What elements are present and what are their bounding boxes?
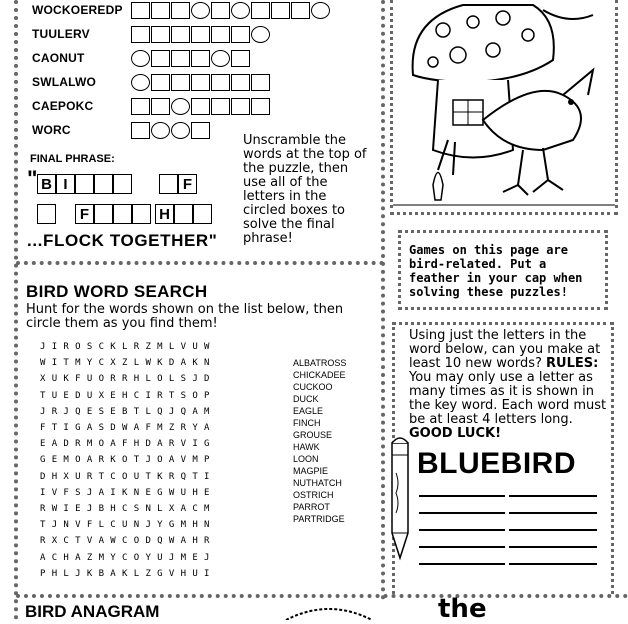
keyword: BLUEBIRD [417,447,576,480]
grid-row[interactable]: DHXURTCOUTKRQTI [40,471,216,482]
answer-line [509,529,597,531]
word-list-item: OSTRICH [293,490,334,500]
logo-text: the [438,594,487,624]
illustration-panel [390,0,618,215]
word-list-item: ALBATROSS [293,358,347,368]
word-list-item: FINCH [293,418,321,428]
grid-row[interactable]: RXCTVAWCODQWAHR [40,536,216,547]
scrambled-word: CAONUT [32,51,85,65]
answer-line [509,495,597,497]
grid-row[interactable]: FTIGASDWAFMZRYA [40,423,216,433]
grid-row[interactable]: JRJQESEBTLQJQAM [40,406,216,417]
answer-line [419,563,505,565]
answer-line [509,563,597,565]
grid-row[interactable]: TJNVFLCUNJYGMHN [40,520,216,531]
info-text: Games on this page are bird-related. Put a feather in your cap when solving these puzzles! [409,243,583,299]
word-list-item: PARROT [293,502,330,512]
answer-line [419,546,505,548]
wordmake-text [409,329,609,441]
word-list-item: GROUSE [293,430,333,440]
scrambled-word: TUULERV [32,27,90,41]
wordsearch-title: BIRD WORD SEARCH [26,282,208,301]
word-list-item: CUCKOO [293,382,333,392]
answer-line [509,512,597,514]
grid-row[interactable]: WITMYCXZLWKDAKN [40,358,216,369]
answer-line [419,529,505,531]
wordmake-rules: You may only use a letter as many times as it is shown in the key word. Each word must be at least 4 letters long. [409,370,607,427]
wordsearch-instructions: Hunt for the words shown on the list below, then circle them as you find them! [26,302,344,331]
wordmake-box [392,322,614,594]
info-box [398,230,608,310]
word-list-item: EAGLE [293,406,324,416]
answer-line [509,546,597,548]
pencil-icon [387,433,413,563]
grid-row[interactable]: GEMOARKOTJOAVMP [40,455,216,466]
open-quote: " [27,166,38,191]
grid-row[interactable]: TUEDUXEHCIRTSOP [40,390,216,401]
scrambled-word: CAEPOKC [32,99,94,113]
phrase-box[interactable]: H [155,204,174,224]
wordmake-intro: Using just the letters in the word below, can you make at least 10 new words? [409,328,601,371]
scrambled-word: WOCKOEREDP [32,3,123,17]
phrase-tail: ...FLOCK TOGETHER" [27,231,218,250]
phrase-box[interactable]: I [56,174,75,194]
phrase-box[interactable]: F [75,204,94,224]
word-list-item: LOON [293,454,319,464]
word-list-item: CHICKADEE [293,370,346,380]
grid-row[interactable]: XUKFUORRHLOLSJD [40,374,216,385]
grid-row[interactable]: EADRMOAFHDARVIG [40,439,216,450]
grid-row[interactable]: RWIEJBHCSNLXACM [40,504,216,514]
grid-row[interactable]: IVFSJAIKNEGWUHE [40,487,216,498]
phrase-box[interactable]: F [178,174,197,194]
anagram-title: BIRD ANAGRAM [25,602,160,621]
mushroom-bird-illustration [393,0,615,210]
grid-row[interactable]: JIROSCKLRZMLVUW [40,342,216,352]
grid-row[interactable]: ACHAZMYCOYUJMEJ [40,552,216,563]
scrambled-word: WORC [32,123,71,137]
word-list-item: HAWK [293,442,320,452]
final-phrase-label: FINAL PHRASE: [30,153,115,165]
word-list-item: NUTHATCH [293,478,342,488]
scrambled-word: SWLALWO [32,75,97,89]
phrase-box[interactable]: B [37,174,56,194]
grid-row[interactable]: PHLJKBAKLZGVHUI [40,568,216,579]
answer-line [419,495,505,497]
word-list-item: DUCK [293,394,319,404]
rules-label: RULES: [546,356,599,371]
good-luck: GOOD LUCK! [409,426,502,441]
badge-icon [284,604,374,620]
scramble-instructions: Unscramble the words at the top of the puzzle, then use all of the letters in the circled boxes to solve the final phrase! [243,133,367,246]
word-list-item: PARTRIDGE [293,514,345,524]
answer-line [419,512,505,514]
word-list-item: MAGPIE [293,466,329,476]
